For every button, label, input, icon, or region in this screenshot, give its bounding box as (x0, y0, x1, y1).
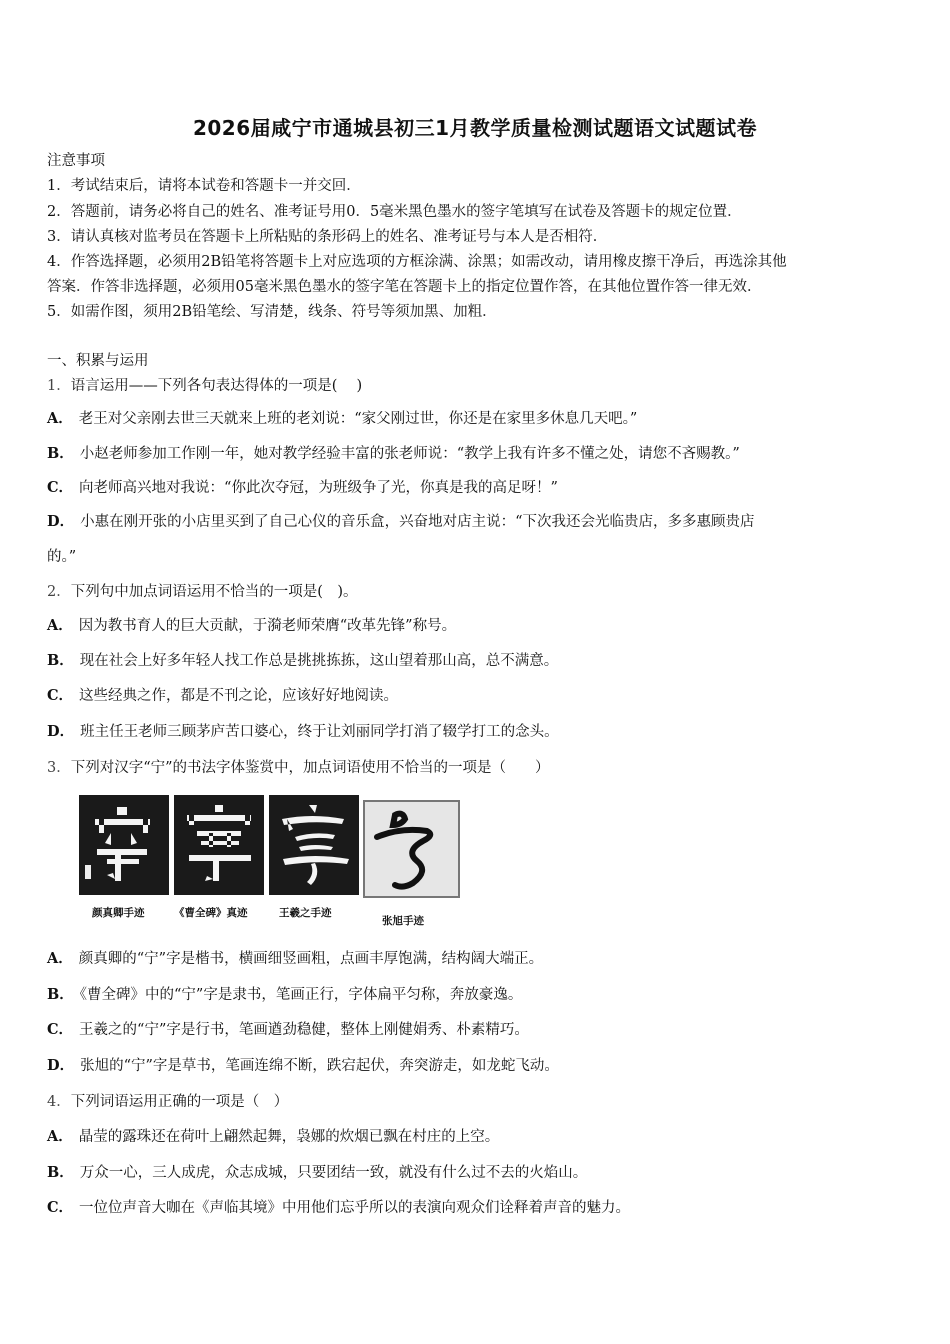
question-1-stem (47, 376, 362, 396)
question-number: 4． (47, 1094, 71, 1110)
q2-option-a (47, 616, 456, 636)
option-text: 小赵老师参加工作刚一年，她对教学经验丰富的张老师说：“教学上我有许多不懂之处，请您不吝赐教。” (79, 446, 740, 462)
notice-item-4-cont: 答案．作答非选择题，必须用05毫米黑色墨水的签字笔在答题卡上的指定位置作答，在其他位置作答一律无效． (47, 279, 762, 295)
q3-option-d (47, 1056, 559, 1076)
notice-item-4: 4．作答选择题，必须用2B铅笔将答题卡上对应选项的方框涂满、涂黑；如需改动，请用橡皮擦干净后，再选涂其他 (47, 254, 787, 270)
calligraphy-zhang (364, 801, 459, 897)
option-label: C． (47, 1199, 74, 1216)
option-text: 因为教书育人的巨大贡献，于漪老师荣膺“改革先锋”称号。 (78, 618, 457, 634)
q2-option-c (47, 686, 398, 706)
exam-title: 2026届咸宁市通城县初三1月教学质量检测试题语文试题试卷 (192, 116, 758, 140)
question-text: 下列词语运用正确的一项是（ ） (70, 1094, 289, 1110)
q1-option-c (47, 478, 558, 498)
calligraphy-wang (269, 795, 359, 895)
question-text: 语言运用——下列各句表达得体的一项是( ) (70, 378, 363, 394)
option-text: 一位位声音大咖在《声临其境》中用他们忘乎所以的表演向观众们诠释着声音的魅力。 (79, 1200, 631, 1216)
option-text: 《曹全碑》中的“宁”字是隶书，笔画正行，字体扁平匀称，奔放豪逸。 (79, 987, 523, 1003)
option-text: 晶莹的露珠还在荷叶上翩然起舞，袅娜的炊烟已飘在村庄的上空。 (78, 1129, 500, 1145)
q2-option-b (47, 651, 558, 671)
option-label: D． (47, 1057, 75, 1074)
caption-zhang: 张旭手迹 (382, 915, 424, 927)
q4-option-b (47, 1163, 587, 1183)
option-text: 王羲之的“宁”字是行书，笔画遒劲稳健，整体上刚健娟秀、朴素精巧。 (79, 1022, 529, 1038)
option-label: C． (47, 479, 74, 496)
option-text: 这些经典之作，都是不刊之论，应该好好地阅读。 (79, 688, 399, 704)
section-heading: 一、积累与运用 (47, 353, 149, 369)
question-2-stem (47, 582, 358, 602)
option-text: 张旭的“宁”字是草书，笔画连绵不断，跌宕起伏，奔突游走，如龙蛇飞动。 (80, 1058, 559, 1074)
question-text: 下列对汉字“宁”的书法字体鉴赏中，加点词语使用不恰当的一项是（ ） (70, 760, 550, 776)
calligraphy-yan (79, 795, 169, 895)
q3-option-a (47, 949, 543, 969)
notice-item-2: 2．答题前，请务必将自己的姓名、准考证号用0．5毫米黑色墨水的签字笔填写在试卷及答题卡的规定位置． (47, 204, 742, 220)
option-text: 现在社会上好多年轻人找工作总是挑挑拣拣，这山望着那山高，总不满意。 (79, 653, 559, 669)
question-number: 1． (47, 378, 71, 394)
caption-yan: 颜真卿手迹 (92, 907, 145, 919)
notice-item-5: 5．如需作图，须用2B铅笔绘、写清楚，线条、符号等须加黑、加粗． (47, 304, 497, 320)
q3-option-b (47, 985, 522, 1005)
option-label: B． (47, 986, 74, 1003)
question-3-stem (47, 758, 550, 778)
q2-option-d (47, 722, 559, 742)
question-number: 3． (47, 760, 71, 776)
option-label: A． (47, 1128, 73, 1145)
notice-item-1: 1．考试结束后，请将本试卷和答题卡一并交回． (47, 178, 361, 194)
calligraphy-caoquan (174, 795, 264, 895)
option-label: D． (47, 723, 75, 740)
caption-wang: 王羲之手迹 (279, 907, 332, 919)
q3-option-c (47, 1020, 529, 1040)
question-number: 2． (47, 584, 71, 600)
option-text: 班主任王老师三顾茅庐苦口婆心，终于让刘丽同学打消了辍学打工的念头。 (80, 724, 559, 740)
option-text: 向老师高兴地对我说：“你此次夺冠，为班级争了光，你真是我的高足呀！” (79, 480, 558, 496)
q1-option-a (47, 409, 637, 429)
option-text: 颜真卿的“宁”字是楷书，横画细竖画粗，点画丰厚饱满，结构阔大端正。 (78, 951, 544, 967)
option-label: B． (47, 445, 74, 462)
option-label: A． (47, 617, 73, 634)
option-text: 万众一心，三人成虎，众志成城，只要团结一致，就没有什么过不去的火焰山。 (79, 1165, 588, 1181)
option-label: B． (47, 652, 74, 669)
question-4-stem (47, 1092, 288, 1112)
option-label: D． (47, 513, 75, 530)
option-label: B． (47, 1164, 74, 1181)
option-text: 老王对父亲刚去世三天就来上班的老刘说：“家父刚过世，你还是在家里多休息几天吧。” (78, 411, 638, 427)
q1-option-b (47, 444, 740, 464)
notice-heading: 注意事项 (47, 153, 105, 169)
q1-option-d-cont: 的。” (47, 549, 77, 565)
option-label: A． (47, 410, 73, 427)
question-text: 下列句中加点词语运用不恰当的一项是( )。 (70, 584, 358, 600)
option-text: 小惠在刚开张的小店里买到了自己心仪的音乐盒，兴奋地对店主说：“下次我还会光临贵店，多多惠顾贵店 (80, 514, 755, 530)
option-label: C． (47, 687, 74, 704)
option-label: C． (47, 1021, 74, 1038)
notice-item-3: 3．请认真核对监考员在答题卡上所粘贴的条形码上的姓名、准考证号与本人是否相符． (47, 229, 608, 245)
option-label: A． (47, 950, 73, 967)
q1-option-d (47, 512, 755, 532)
q4-option-c (47, 1198, 630, 1218)
caption-caoquan: 《曹全碑》真迹 (174, 907, 248, 919)
q4-option-a (47, 1127, 499, 1147)
